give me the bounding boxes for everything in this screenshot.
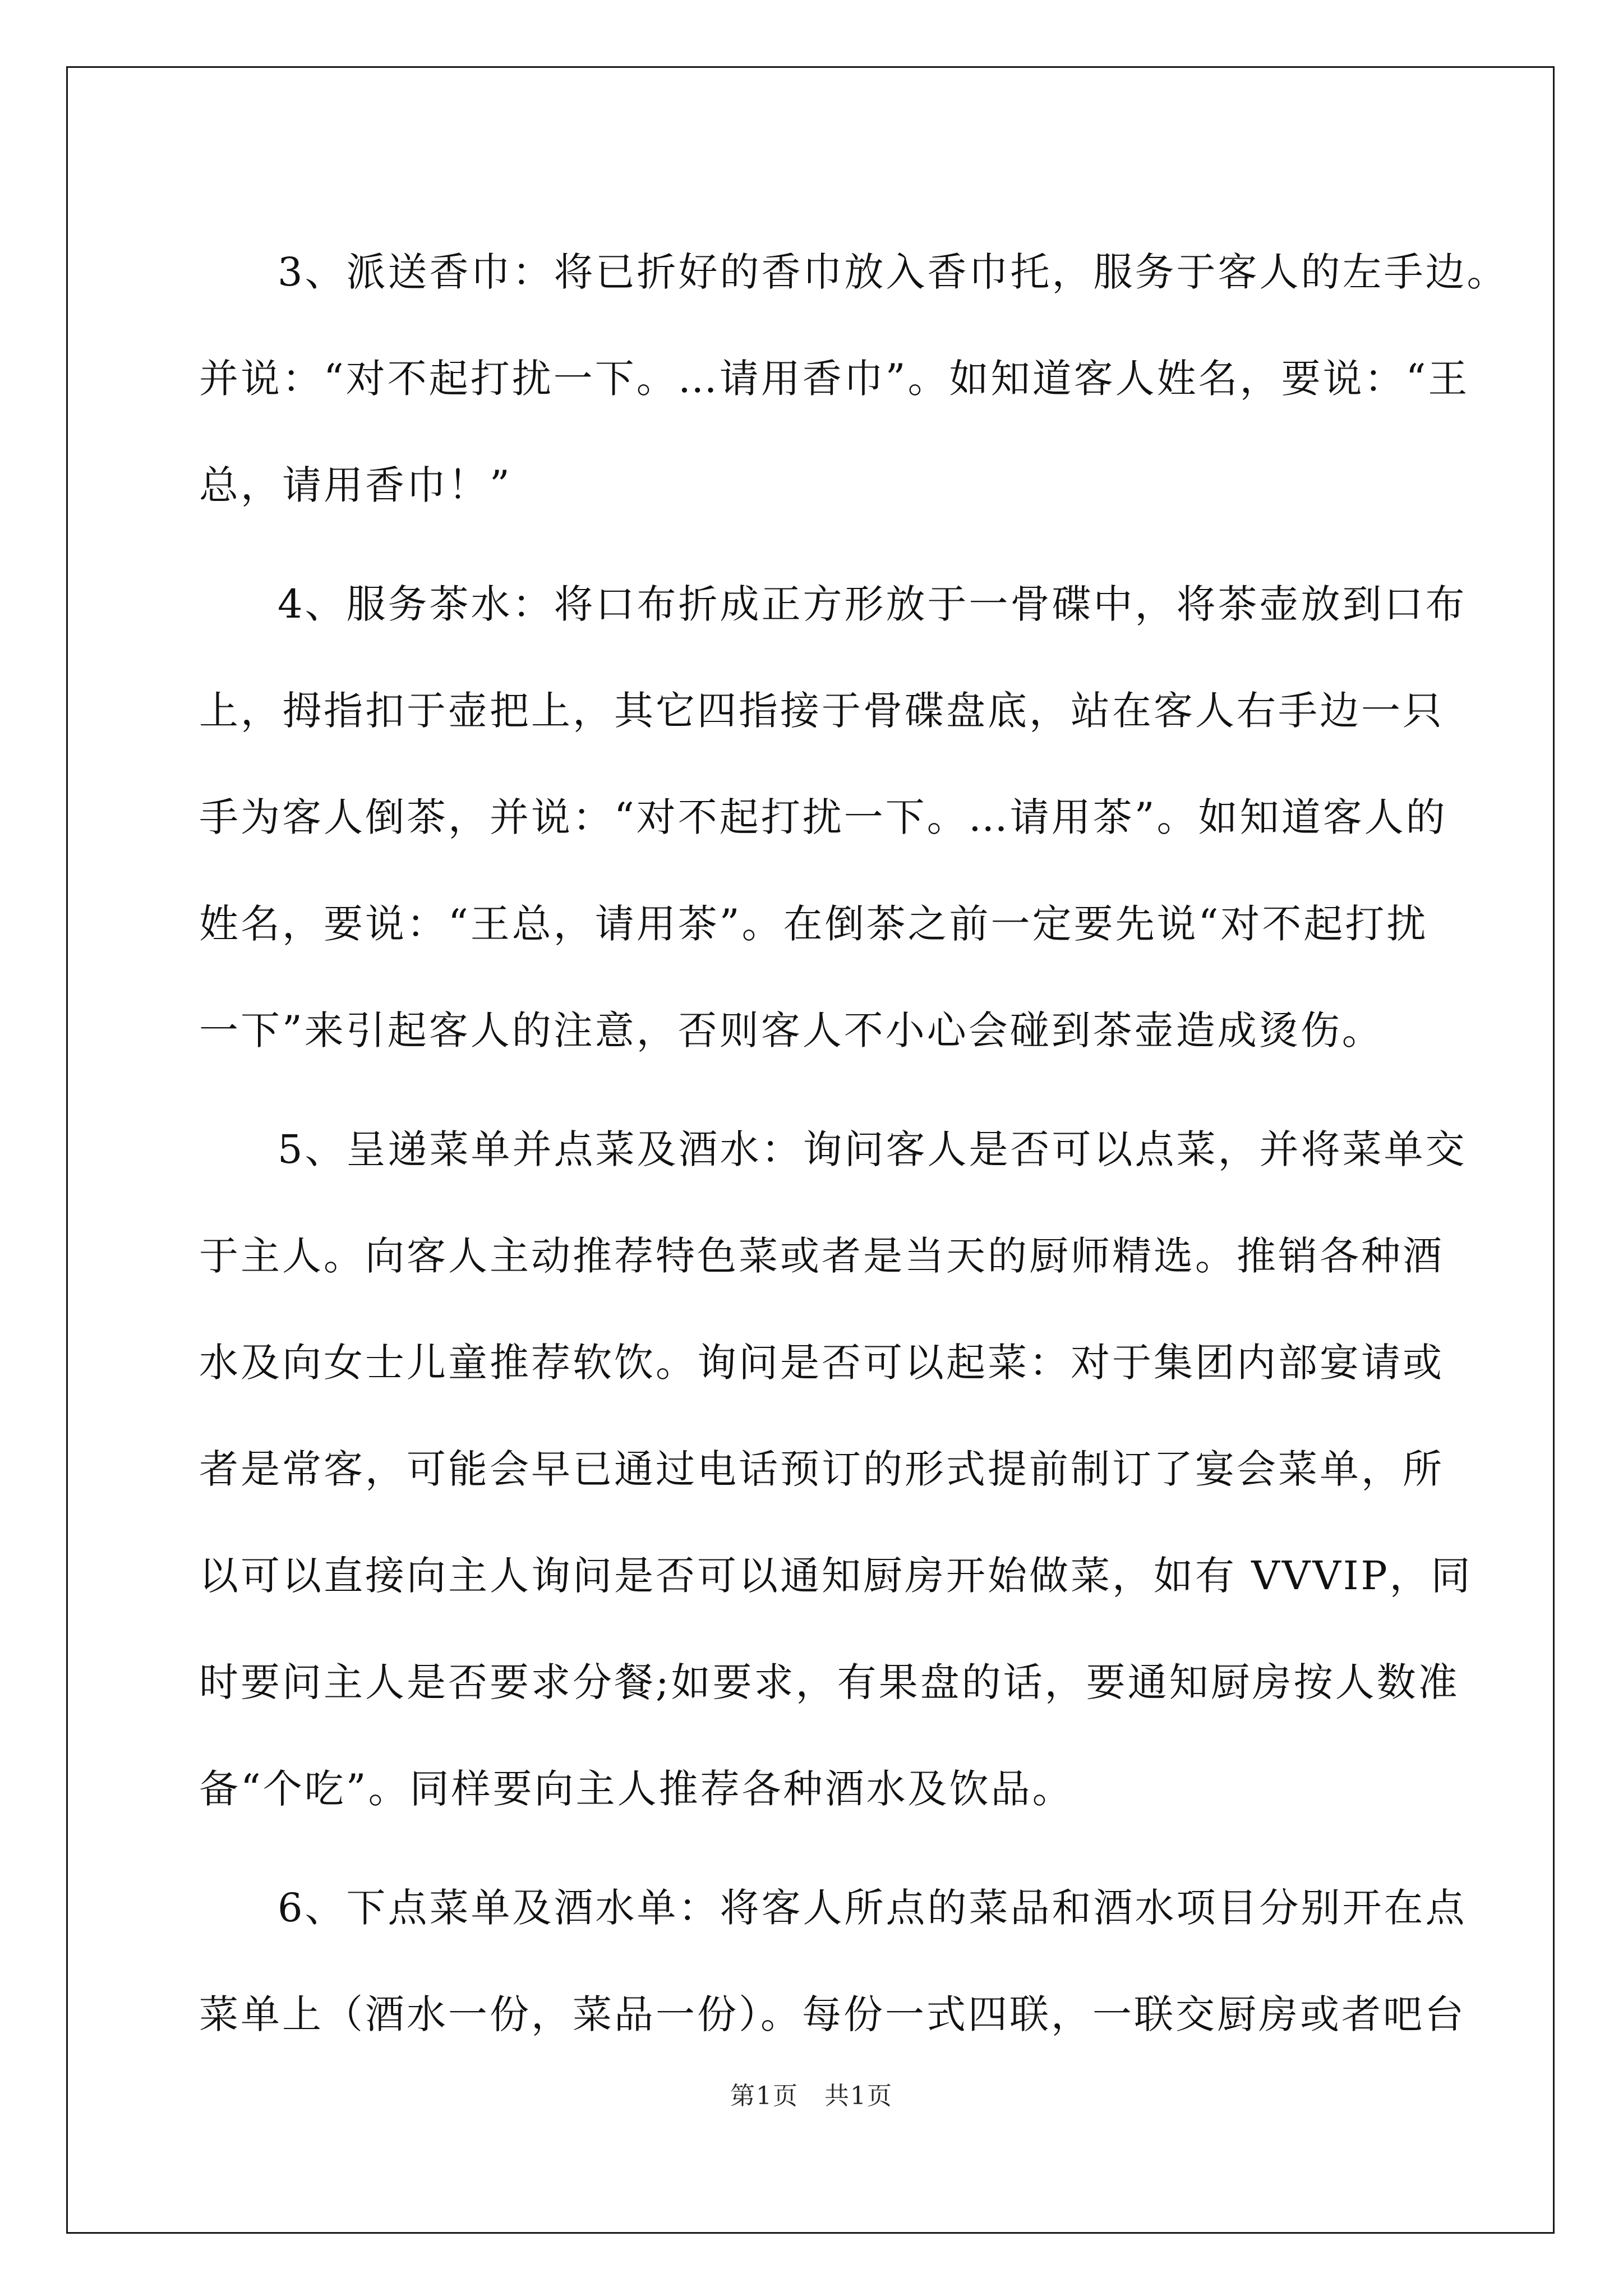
paragraph-5 (199, 1096, 1473, 1842)
text-line: 时要问主人是否要求分餐;如要求，有果盘的话，要通知厨房按人数准 (199, 1659, 1460, 1705)
paragraph-6 (199, 1855, 1467, 2068)
text-line: 4、服务茶水：将口布折成正方形放于一骨碟中，将茶壶放到口布 (278, 581, 1467, 627)
paragraph-3 (199, 219, 1509, 539)
text-line: 以可以直接向主人询问是否可以通知厨房开始做菜，如有 VVVIP，同 (199, 1553, 1473, 1599)
text-line: 5、呈递菜单并点菜及酒水：询问客人是否可以点菜，并将菜单交 (278, 1126, 1467, 1172)
text-line: 上，拇指扣于壶把上，其它四指接于骨碟盘底，站在客人右手边一只 (199, 688, 1444, 734)
paragraph-4 (199, 551, 1467, 1084)
text-line: 并说：“对不起打扰一下。…请用香巾”。如知道客人姓名，要说：“王 (199, 356, 1470, 402)
text-line: 菜单上（酒水一份，菜品一份）。每份一式四联，一联交厨房或者吧台 (199, 1991, 1466, 2037)
text-line: 总，请用香巾！” (199, 462, 512, 508)
document-body (199, 219, 1509, 2080)
text-line: 3、派送香巾：将已折好的香巾放入香巾托，服务于客人的左手边。 (278, 249, 1509, 295)
page-number-footer: 第1页 共1页 (730, 2082, 893, 2110)
text-line: 备“个吃”。同样要向主人推荐各种酒水及饮品。 (199, 1766, 1074, 1812)
text-line: 水及向女士儿童推荐软饮。询问是否可以起菜：对于集团内部宴请或 (199, 1340, 1444, 1386)
text-line: 手为客人倒茶，并说：“对不起打扰一下。…请用茶”。如知道客人的 (199, 794, 1447, 840)
text-line: 者是常客，可能会早已通过电话预订的形式提前制订了宴会菜单，所 (199, 1446, 1444, 1492)
text-line: 于主人。向客人主动推荐特色菜或者是当天的厨师精选。推销各种酒 (199, 1233, 1444, 1279)
text-line: 6、下点菜单及酒水单：将客人所点的菜品和酒水项目分别开在点 (278, 1885, 1467, 1931)
text-line: 一下”来引起客人的注意，否则客人不小心会碰到茶壶造成烫伤。 (199, 1007, 1384, 1053)
text-line: 姓名，要说：“王总，请用茶”。在倒茶之前一定要先说“对不起打扰 (199, 901, 1428, 947)
